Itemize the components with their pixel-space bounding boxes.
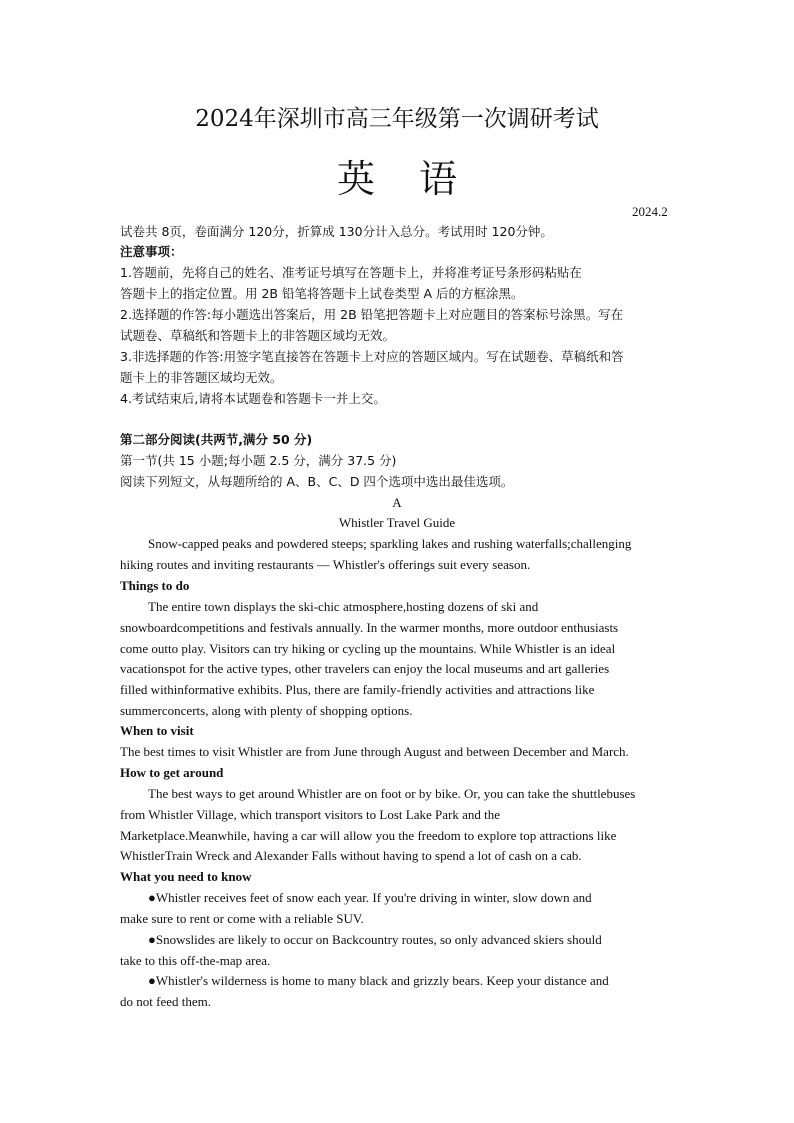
- things-line-2: snowboardcompetitions and festivals annually. In the warmer months, more outdoor enthusiasts: [120, 620, 619, 635]
- know-bullet-1a: ●Whistler receives feet of snow each year. If you're driving in winter, slow down and: [148, 890, 592, 905]
- notice-title: 注意事项：: [120, 244, 183, 259]
- heading-what-you-need-to-know: What you need to know: [120, 869, 252, 884]
- how-line-3: Marketplace.Meanwhile, having a car will allow you the freedom to explore top attractions like: [120, 828, 617, 843]
- when-line-1: The best times to visit Whistler are from June through August and between December and March.: [120, 744, 629, 759]
- how-line-2: from Whistler Village, which transport visitors to Lost Lake Park and the: [120, 807, 500, 822]
- notice-item-4: 4.考试结束后,请将本试题卷和答题卡一并上交。: [120, 391, 386, 406]
- exam-date: 2024.2: [632, 204, 668, 219]
- know-bullet-2b: take to this off-the-map area.: [120, 953, 271, 968]
- notice-item-1a: 1.答题前，先将自己的姓名、准考证号填写在答题卡上，并将准考证号条形码粘贴在: [120, 265, 582, 280]
- passage-letter: A: [392, 495, 402, 510]
- notice-item-2a: 2.选择题的作答:每小题选出答案后，用 2B 铅笔把答题卡上对应题目的答案标号涂黑。写在: [120, 307, 624, 322]
- things-line-4: vacationspot for the active types, other travelers can enjoy the local museums and art galleries: [120, 661, 610, 676]
- know-bullet-1b: make sure to rent or come with a reliable SUV.: [120, 911, 364, 926]
- heading-when-to-visit: When to visit: [120, 723, 194, 738]
- how-line-1: The best ways to get around Whistler are on foot or by bike. Or, you can take the shuttlebuses: [148, 786, 636, 801]
- things-line-3: come outto play. Visitors can try hiking or cycling up the mountains. While Whistler is an ideal: [120, 641, 616, 656]
- intro-line-1: Snow-capped peaks and powdered steeps; sparkling lakes and rushing waterfalls;challenging: [148, 536, 632, 551]
- how-line-4: WhistlerTrain Wreck and Alexander Falls without having to spend a lot of cash on a cab.: [120, 848, 582, 863]
- things-line-5: filled withinformative exhibits. Plus, there are family-friendly activities and attractions like: [120, 682, 595, 697]
- notice-item-1b: 答题卡上的指定位置。用 2B 铅笔将答题卡上试卷类型 A 后的方框涂黑。: [120, 286, 524, 301]
- intro-line-2: hiking routes and inviting restaurants — Whistler's offerings suit every season.: [120, 557, 531, 572]
- know-bullet-3b: do not feed them.: [120, 994, 211, 1009]
- heading-how-to-get-around: How to get around: [120, 765, 224, 780]
- know-bullet-3a: ●Whistler's wilderness is home to many black and grizzly bears. Keep your distance and: [148, 973, 609, 988]
- notice-item-3b: 题卡上的非答题区域均无效。: [120, 370, 283, 385]
- know-bullet-2a: ●Snowslides are likely to occur on Backcountry routes, so only advanced skiers should: [148, 932, 602, 947]
- exam-info: 试卷共 8页，卷面满分 120分，折算成 130分计入总分。考试用时 120分钟。: [120, 224, 553, 239]
- things-line-6: summerconcerts, along with plenty of shopping options.: [120, 703, 413, 718]
- notice-item-2b: 试题卷、草稿纸和答题卡上的非答题区域均无效。: [120, 328, 396, 343]
- section-title: 第一节(共 15 小题;每小题 2.5 分，满分 37.5 分): [120, 453, 397, 468]
- heading-things-to-do: Things to do: [120, 578, 190, 593]
- subject-title: 英语: [336, 157, 501, 201]
- exam-title: 2024年深圳市高三年级第一次调研考试: [195, 106, 599, 132]
- things-line-1: The entire town displays the ski-chic atmosphere,hosting dozens of ski and: [148, 599, 539, 614]
- section-instruction: 阅读下列短文，从每题所给的 A、B、C、D 四个选项中选出最佳选项。: [120, 474, 514, 489]
- notice-item-3a: 3.非选择题的作答:用签字笔直接答在答题卡上对应的答题区域内。写在试题卷、草稿纸和答: [120, 349, 624, 364]
- passage-title: Whistler Travel Guide: [338, 515, 456, 530]
- part-title: 第二部分阅读(共两节,满分 50 分): [120, 432, 313, 447]
